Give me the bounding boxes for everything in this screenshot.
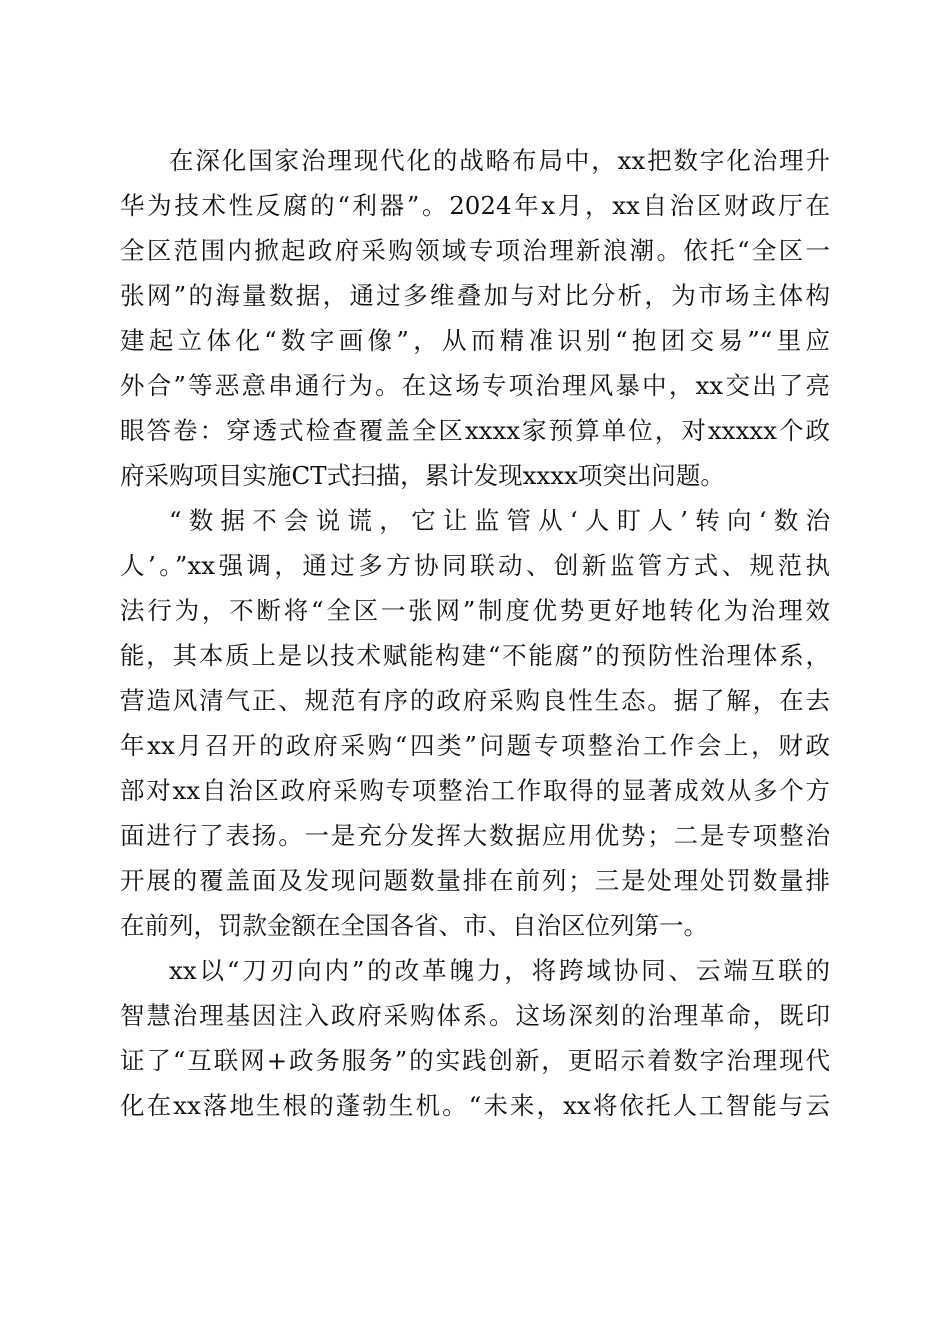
text-line: 华为技术性反腐的“利器”。2024年x月，xx自治区财政厅在 [120, 191, 830, 220]
paragraph-1 [120, 138, 830, 498]
text-line: 证了“互联网+政务服务”的实践创新，更昭示着数字治理现代 [120, 1046, 830, 1075]
text-line: xx以“刀刃向内”的改革魄力，将跨域协同、云端互联的 [169, 956, 830, 985]
text-line: 开展的覆盖面及发现问题数量排在前列；三是处理处罚数量排 [120, 866, 830, 895]
text-line: 人’。”xx强调，通过多方协同联动、创新监管方式、规范执 [120, 551, 830, 580]
text-line: 府采购项目实施CT式扫描，累计发现xxxx项突出问题。 [120, 461, 725, 490]
text-line: 营造风清气正、规范有序的政府采购良性生态。据了解，在去 [120, 686, 830, 715]
text-line: 年xx月召开的政府采购“四类”问题专项整治工作会上，财政 [120, 731, 830, 760]
text-line: 智慧治理基因注入政府采购体系。这场深刻的治理革命，既印 [120, 1001, 830, 1030]
text-line: 张网”的海量数据，通过多维叠加与对比分析，为市场主体构 [120, 281, 830, 310]
text-line: “数据不会说谎，它让监管从‘人盯人’转向‘数治 [169, 506, 830, 535]
text-line: 化在xx落地生根的蓬勃生机。“未来，xx将依托人工智能与云 [120, 1091, 830, 1120]
text-line: 眼答卷：穿透式检查覆盖全区xxxx家预算单位，对xxxxx个政 [120, 416, 830, 445]
text-line: 能，其本质上是以技术赋能构建“不能腐”的预防性治理体系， [120, 641, 830, 670]
text-line: 外合”等恶意串通行为。在这场专项治理风暴中，xx交出了亮 [120, 371, 830, 400]
text-line: 部对xx自治区政府采购专项整治工作取得的显著成效从多个方 [120, 776, 830, 805]
text-line: 在前列，罚款金额在全国各省、市、自治区位列第一。 [120, 911, 708, 940]
text-line: 面进行了表扬。一是充分发挥大数据应用优势；二是专项整治 [120, 821, 830, 850]
paragraph-2 [120, 498, 830, 948]
text-line: 全区范围内掀起政府采购领域专项治理新浪潮。依托“全区一 [120, 236, 830, 265]
document-body [120, 138, 830, 1128]
text-line: 法行为，不断将“全区一张网”制度优势更好地转化为治理效 [120, 596, 830, 625]
paragraph-3 [120, 948, 830, 1128]
text-line: 在深化国家治理现代化的战略布局中，xx把数字化治理升 [169, 146, 830, 175]
text-line: 建起立体化“数字画像”，从而精准识别“抱团交易”“里应 [120, 326, 830, 355]
